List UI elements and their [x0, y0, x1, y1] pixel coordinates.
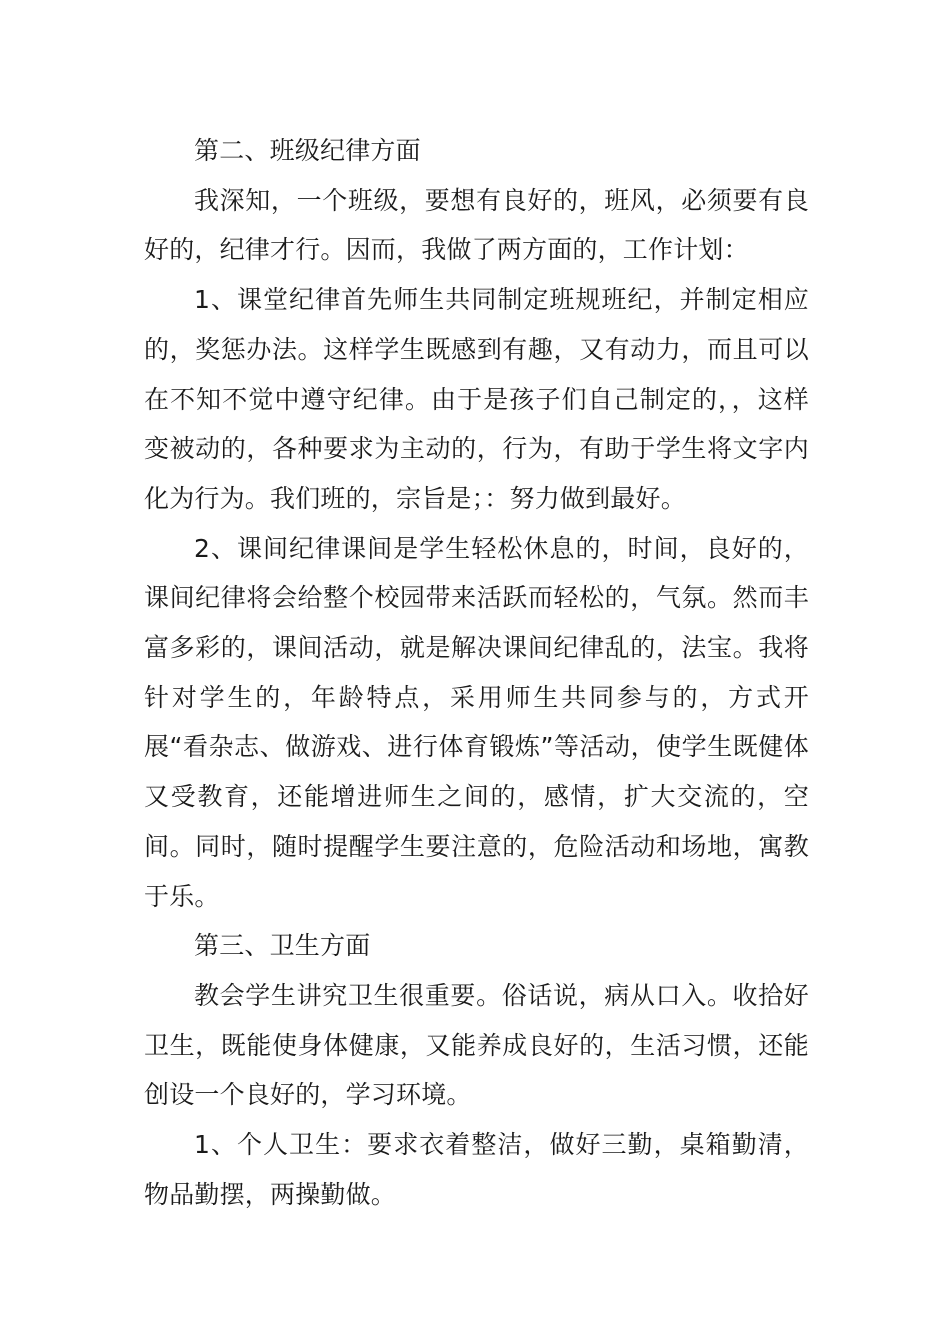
section-heading-discipline: 第二、班级纪律方面	[194, 136, 421, 165]
paragraph-discipline-intro: 我深知，一个班级，要想有良好的，班风，必须要有良好的，纪律才行。因而，我做了两方面的，工作计划：	[144, 185, 809, 265]
section-heading-hygiene: 第三、卫生方面	[194, 931, 371, 961]
paragraph-classroom-discipline: 1、课堂纪律首先师生共同制定班规班纪，并制定相应的，奖惩办法。这样学生既感到有趣，又有动力，而且可以在不知不觉中遵守纪律。由于是孩子们自己制定的，，这样变被动的，各种要求为主动的，行为，有助于学生将文字内化为行为。我们班的，宗旨是；：努力做到最好。	[144, 285, 809, 513]
paragraph-personal-hygiene: 1、个人卫生：要求衣着整洁，做好三勤，桌箱勤清，物品勤摆，两操勤做。	[144, 1130, 809, 1209]
document-body	[144, 126, 809, 1219]
paragraph-hygiene-intro: 教会学生讲究卫生很重要。俗话说，病从口入。收拾好卫生，既能使身体健康，又能养成良好的，生活习惯，还能创设一个良好的，学习环境。	[144, 980, 809, 1110]
paragraph-break-discipline: 2、课间纪律课间是学生轻松休息的，时间，良好的，课间纪律将会给整个校园带来活跃而轻松的，气氛。然而丰富多彩的，课间活动，就是解决课间纪律乱的，法宝。我将针对学生的，年龄特点，采用师生共同参与的，方式开展“看杂志、做游戏、进行体育锻炼”等活动，使学生既健体又受教育，还能增进师生之间的，感情，扩大交流的，空间。同时，随时提醒学生要注意的，危险活动和场地，寓教于乐。	[144, 533, 809, 911]
